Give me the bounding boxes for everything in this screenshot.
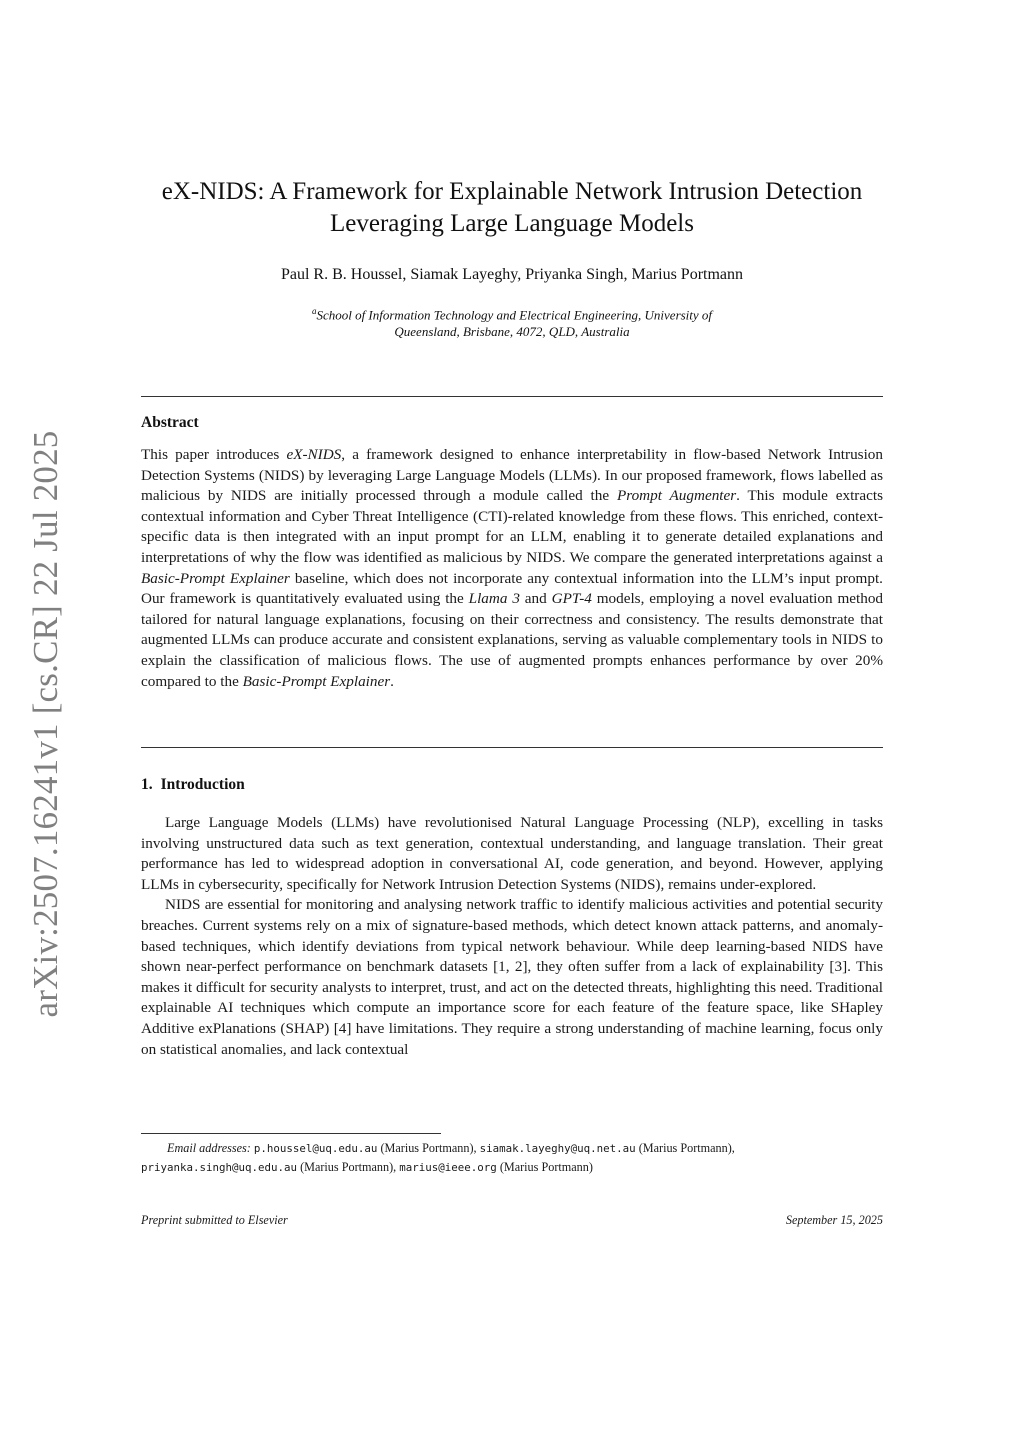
paragraph: Large Language Models (LLMs) have revolutionised Natural Language Processing (NLP), excelling in tasks involving unstructured data such as text generation, contextual understanding, and language translation. Their great performance has led to widespread adoption in conversational AI, code generation, and beyond. However, applying LLMs in cybersecurity, specifically for Network Intrusion Detection Systems (NIDS), remains under-explored. bbox=[141, 814, 883, 893]
paragraph: NIDS are essential for monitoring and analysing network traffic to identify malicious activities and potential security breaches. Current systems rely on a mix of signature-based methods, which detect known attack patterns, and anomaly-based techniques, which identify deviations from typical network behaviour. While deep learning-based NIDS have shown near-perfect performance on benchmark datasets [1, 2], they often suffer from a lack of explainability [3]. This makes it difficult for security analysts to interpret, trust, and act on the detected threats, highlighting this need. Traditional explainable AI techniques which compute an importance score for each feature of the feature space, like SHapley Additive exPlanations (SHAP) [4] have limitations. They require a strong understanding of machine learning, focus only on statistical anomalies, and lack contextual bbox=[141, 896, 883, 1058]
email-link[interactable]: siamak.layeghy@uq.net.au bbox=[479, 1142, 636, 1155]
section-title: Introduction bbox=[160, 776, 245, 793]
abstract-body bbox=[141, 445, 883, 692]
footer-date: September 15, 2025 bbox=[785, 1213, 883, 1227]
affiliation bbox=[200, 303, 824, 340]
affiliation-marker: a bbox=[311, 306, 317, 316]
abstract-heading: Abstract bbox=[141, 414, 199, 431]
abstract-emphasis: Llama 3 bbox=[468, 590, 520, 608]
abstract-emphasis: Basic-Prompt Explainer bbox=[141, 569, 290, 587]
email-footnote bbox=[141, 1139, 883, 1177]
footnote-text: (Marius Portmann), bbox=[377, 1141, 480, 1155]
affiliation-line-2: Queensland, Brisbane, 4072, QLD, Australia bbox=[394, 324, 630, 340]
footnote-text: (Marius Portmann) bbox=[496, 1160, 593, 1174]
footnote-label: Email addresses: bbox=[167, 1141, 251, 1155]
email-link[interactable]: marius@ieee.org bbox=[399, 1161, 497, 1174]
section-heading-introduction bbox=[141, 776, 245, 794]
abstract-text: This paper introduces bbox=[141, 446, 287, 463]
abstract-text: and bbox=[519, 590, 552, 608]
abstract-text: . This module extracts contextual information and Cyber Threat Intelligence (CTI)-related knowledge from these flows. This enriched, context-specific data is then integrated with an input prompt for an LLM, enabling it to generate detailed explanations and interpretations of why the flow was identified as malicious by NIDS. We compare the generated interpretations against a bbox=[141, 487, 883, 566]
footnote-text: (Marius Portmann), bbox=[635, 1141, 735, 1155]
abstract-text: baseline, which does not incorporate any contextual information into the LLM’s input prompt. Our framework is quantitatively evaluated using the bbox=[141, 569, 883, 608]
abstract-emphasis: eX-NIDS bbox=[286, 446, 342, 463]
abstract-emphasis: GPT-4 bbox=[551, 590, 592, 608]
abstract-text: models, employing a novel evaluation method tailored for natural language explanations, focusing on their correctness and consistency. The results demonstrate that augmented LLMs can produce accurate and consistent explanations, serving as valuable complementary tools in NIDS to explain the classification of malicious flows. The use of augmented prompts enhances performance by over 20% compared to the bbox=[141, 590, 884, 690]
preprint-note: Preprint submitted to Elsevier bbox=[141, 1213, 288, 1227]
footnote-rule bbox=[141, 1133, 441, 1134]
abstract-emphasis: Basic-Prompt Explainer bbox=[242, 672, 391, 690]
affiliation-line-1: School of Information Technology and Electrical Engineering, University of bbox=[316, 307, 713, 323]
abstract-bottom-rule bbox=[141, 747, 883, 748]
abstract-text: . bbox=[390, 672, 394, 690]
footnote-text: (Marius Portmann), bbox=[297, 1160, 400, 1174]
email-link[interactable]: priyanka.singh@uq.edu.au bbox=[141, 1161, 298, 1174]
title-line-1: eX-NIDS: A Framework for Explainable Network Intrusion Detection bbox=[161, 178, 863, 205]
abstract-emphasis: Prompt Augmenter bbox=[616, 487, 737, 505]
abstract-top-rule bbox=[141, 396, 883, 397]
abstract-text: , a framework designed to enhance interpretability in flow-based Network Intrusion Detection Systems (NIDS) by leveraging Large Language Models (LLMs). In our proposed framework, flows labelled as malicious by NIDS are initially processed through a module called the bbox=[141, 446, 883, 505]
arxiv-identifier: arXiv:2507.16241v1 [cs.CR] 22 Jul 2025 bbox=[26, 430, 65, 1018]
paper-title bbox=[100, 176, 924, 240]
author-list: Paul R. B. Houssel, Siamak Layeghy, Priyanka Singh, Marius Portmann bbox=[280, 266, 744, 283]
section-number: 1. bbox=[141, 776, 153, 793]
title-line-2: Leveraging Large Language Models bbox=[330, 210, 694, 237]
email-link[interactable]: p.houssel@uq.edu.au bbox=[253, 1142, 378, 1155]
introduction-body bbox=[141, 813, 883, 1060]
